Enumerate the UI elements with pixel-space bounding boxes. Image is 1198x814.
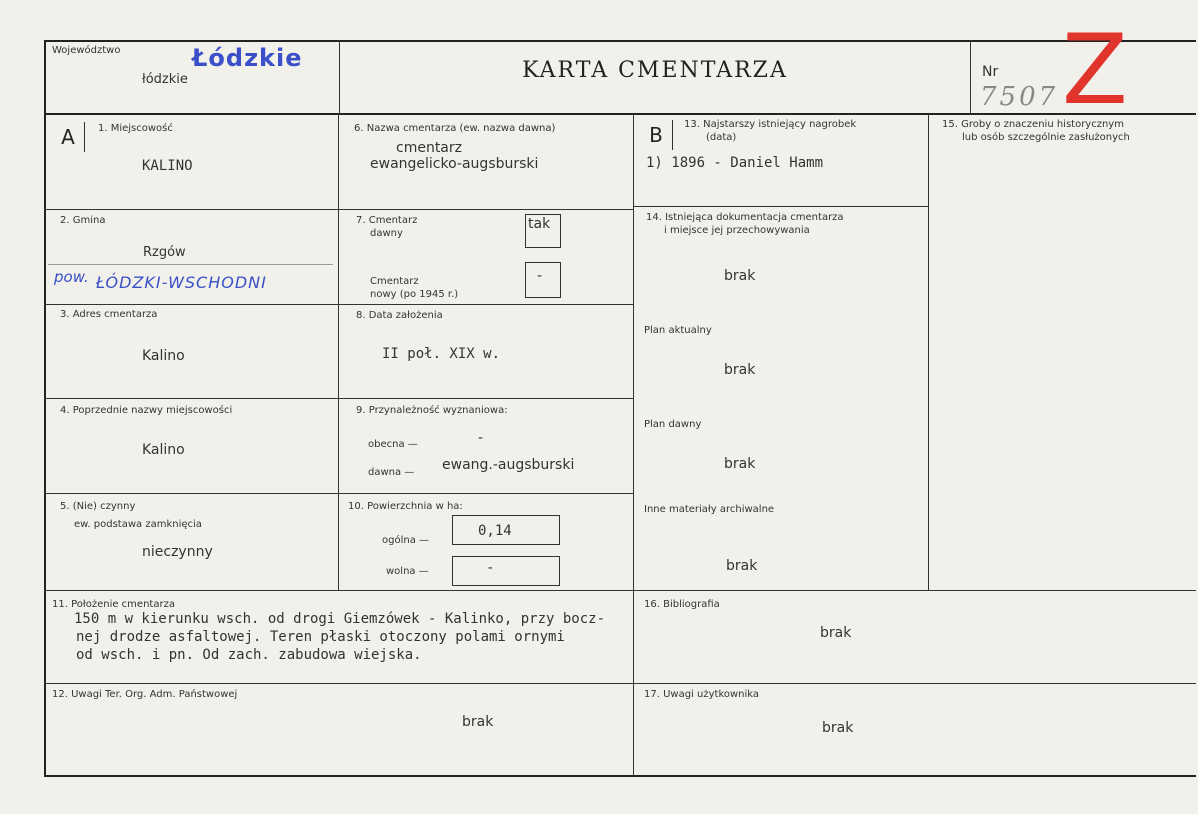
- f8-label: 8. Data założenia: [356, 310, 443, 321]
- f10-wolna-label: wolna —: [386, 566, 429, 577]
- row-line-4: [44, 493, 634, 494]
- f8-value: II poł. XIX w.: [382, 346, 501, 362]
- row-line-2: [44, 304, 634, 305]
- f6-label: 6. Nazwa cmentarza (ew. nazwa dawna): [354, 123, 556, 134]
- card-title: KARTA CMENTARZA: [522, 58, 788, 83]
- section-b-letter: B: [640, 120, 673, 150]
- wojewodztwo-handwritten: Łódzkie: [192, 44, 303, 72]
- f15-label: 15. Groby o znaczeniu historycznym: [942, 119, 1124, 130]
- f4-value: Kalino: [142, 442, 185, 458]
- wojewodztwo-value: łódzkie: [142, 72, 188, 87]
- left-border: [44, 40, 46, 776]
- plan-aktualny-label: Plan aktualny: [644, 325, 712, 336]
- f14-label: 14. Istniejąca dokumentacja cmentarza: [646, 212, 844, 223]
- f7-label: 7. Cmentarz: [356, 215, 418, 226]
- f10-ogolna-label: ogólna —: [382, 535, 430, 546]
- row-line-5: [44, 590, 1196, 591]
- header-divider: [44, 113, 1196, 115]
- f12-value: brak: [462, 714, 494, 730]
- f9-dawna-value: ewang.-augsburski: [442, 457, 575, 473]
- col-divider-3: [928, 114, 929, 590]
- f9-obecna-value: -: [478, 430, 484, 446]
- f13-label2: (data): [706, 132, 737, 143]
- f14-label2: i miejsce jej przechowywania: [664, 225, 810, 236]
- f7-label2: dawny: [370, 228, 403, 239]
- f14-value: brak: [724, 268, 756, 284]
- f17-label: 17. Uwagi użytkownika: [644, 689, 760, 700]
- inne-value: brak: [726, 558, 758, 574]
- f2-label: 2. Gmina: [60, 215, 106, 226]
- row-line-3: [44, 398, 634, 399]
- f1-label: 1. Miejscowość: [98, 123, 173, 134]
- f6-value-line1: cmentarz: [396, 140, 462, 156]
- f7-dawny-value: tak: [528, 216, 551, 232]
- f11-label: 11. Położenie cmentarza: [52, 599, 175, 610]
- top-border: [44, 40, 1196, 42]
- f1-value: KALINO: [142, 158, 193, 174]
- f11-line2: nej drodze asfaltowej. Teren płaski otoczony polami ornymi: [76, 629, 565, 645]
- stamp-z: Z: [1062, 14, 1128, 126]
- f9-label: 9. Przynależność wyznaniowa:: [356, 405, 508, 416]
- f6-value-line2: ewangelicko-augsburski: [370, 156, 539, 172]
- row-line-b: [634, 206, 928, 207]
- inne-label: Inne materiały archiwalne: [644, 504, 775, 515]
- f9-obecna-label: obecna —: [368, 439, 418, 450]
- f2-value: Rzgów: [143, 245, 186, 260]
- f2-handwritten-prefix: pow.: [54, 268, 89, 286]
- f13-label: 13. Najstarszy istniejący nagrobek: [684, 119, 857, 130]
- f7-nowy-value: -: [537, 268, 543, 284]
- f5-sublabel: ew. podstawa zamknięcia: [74, 519, 202, 530]
- f7-nowy-box: [525, 262, 561, 298]
- f16-label: 16. Bibliografia: [644, 599, 720, 610]
- plan-aktualny-value: brak: [724, 362, 756, 378]
- f11-line3: od wsch. i pn. Od zach. zabudowa wiejska.: [76, 647, 422, 663]
- row-line-1: [44, 209, 634, 210]
- f10-wolna-value: -: [486, 560, 495, 576]
- section-a-letter: A: [52, 122, 85, 152]
- f2-dotted-line: [48, 264, 333, 265]
- f17-value: brak: [822, 720, 854, 736]
- f10-ogolna-value: 0,14: [478, 523, 512, 539]
- f5-value: nieczynny: [142, 544, 213, 560]
- col-divider-1: [338, 114, 339, 590]
- plan-dawny-label: Plan dawny: [644, 419, 702, 430]
- f9-dawna-label: dawna —: [368, 467, 415, 478]
- f13-value: 1) 1896 - Daniel Hamm: [646, 155, 824, 171]
- col-divider-2: [633, 114, 634, 776]
- f3-label: 3. Adres cmentarza: [60, 309, 158, 320]
- plan-dawny-value: brak: [724, 456, 756, 472]
- f11-line1: 150 m w kierunku wsch. od drogi Giemzówek - Kalinko, przy bocz-: [74, 611, 606, 627]
- wojewodztwo-label: Województwo: [52, 45, 121, 56]
- f5-label: 5. (Nie) czynny: [60, 501, 136, 512]
- f4-label: 4. Poprzednie nazwy miejscowości: [60, 405, 233, 416]
- f2-handwritten: ŁÓDZKI-WSCHODNI: [96, 273, 267, 292]
- f3-value: Kalino: [142, 348, 185, 364]
- bottom-border: [44, 775, 1196, 777]
- header-col-divider-2: [970, 40, 971, 114]
- f10-wolna-box: [452, 556, 560, 586]
- f7-nowy-label2: nowy (po 1945 r.): [370, 289, 459, 300]
- nr-value: 7507: [980, 82, 1059, 112]
- f15-label2: lub osób szczególnie zasłużonych: [962, 132, 1130, 143]
- f10-label: 10. Powierzchnia w ha:: [348, 501, 463, 512]
- f12-label: 12. Uwagi Ter. Org. Adm. Państwowej: [52, 689, 238, 700]
- row-line-6: [44, 683, 1196, 684]
- f16-value: brak: [820, 625, 852, 641]
- nr-label: Nr: [982, 64, 999, 80]
- f7-nowy-label: Cmentarz: [370, 276, 419, 287]
